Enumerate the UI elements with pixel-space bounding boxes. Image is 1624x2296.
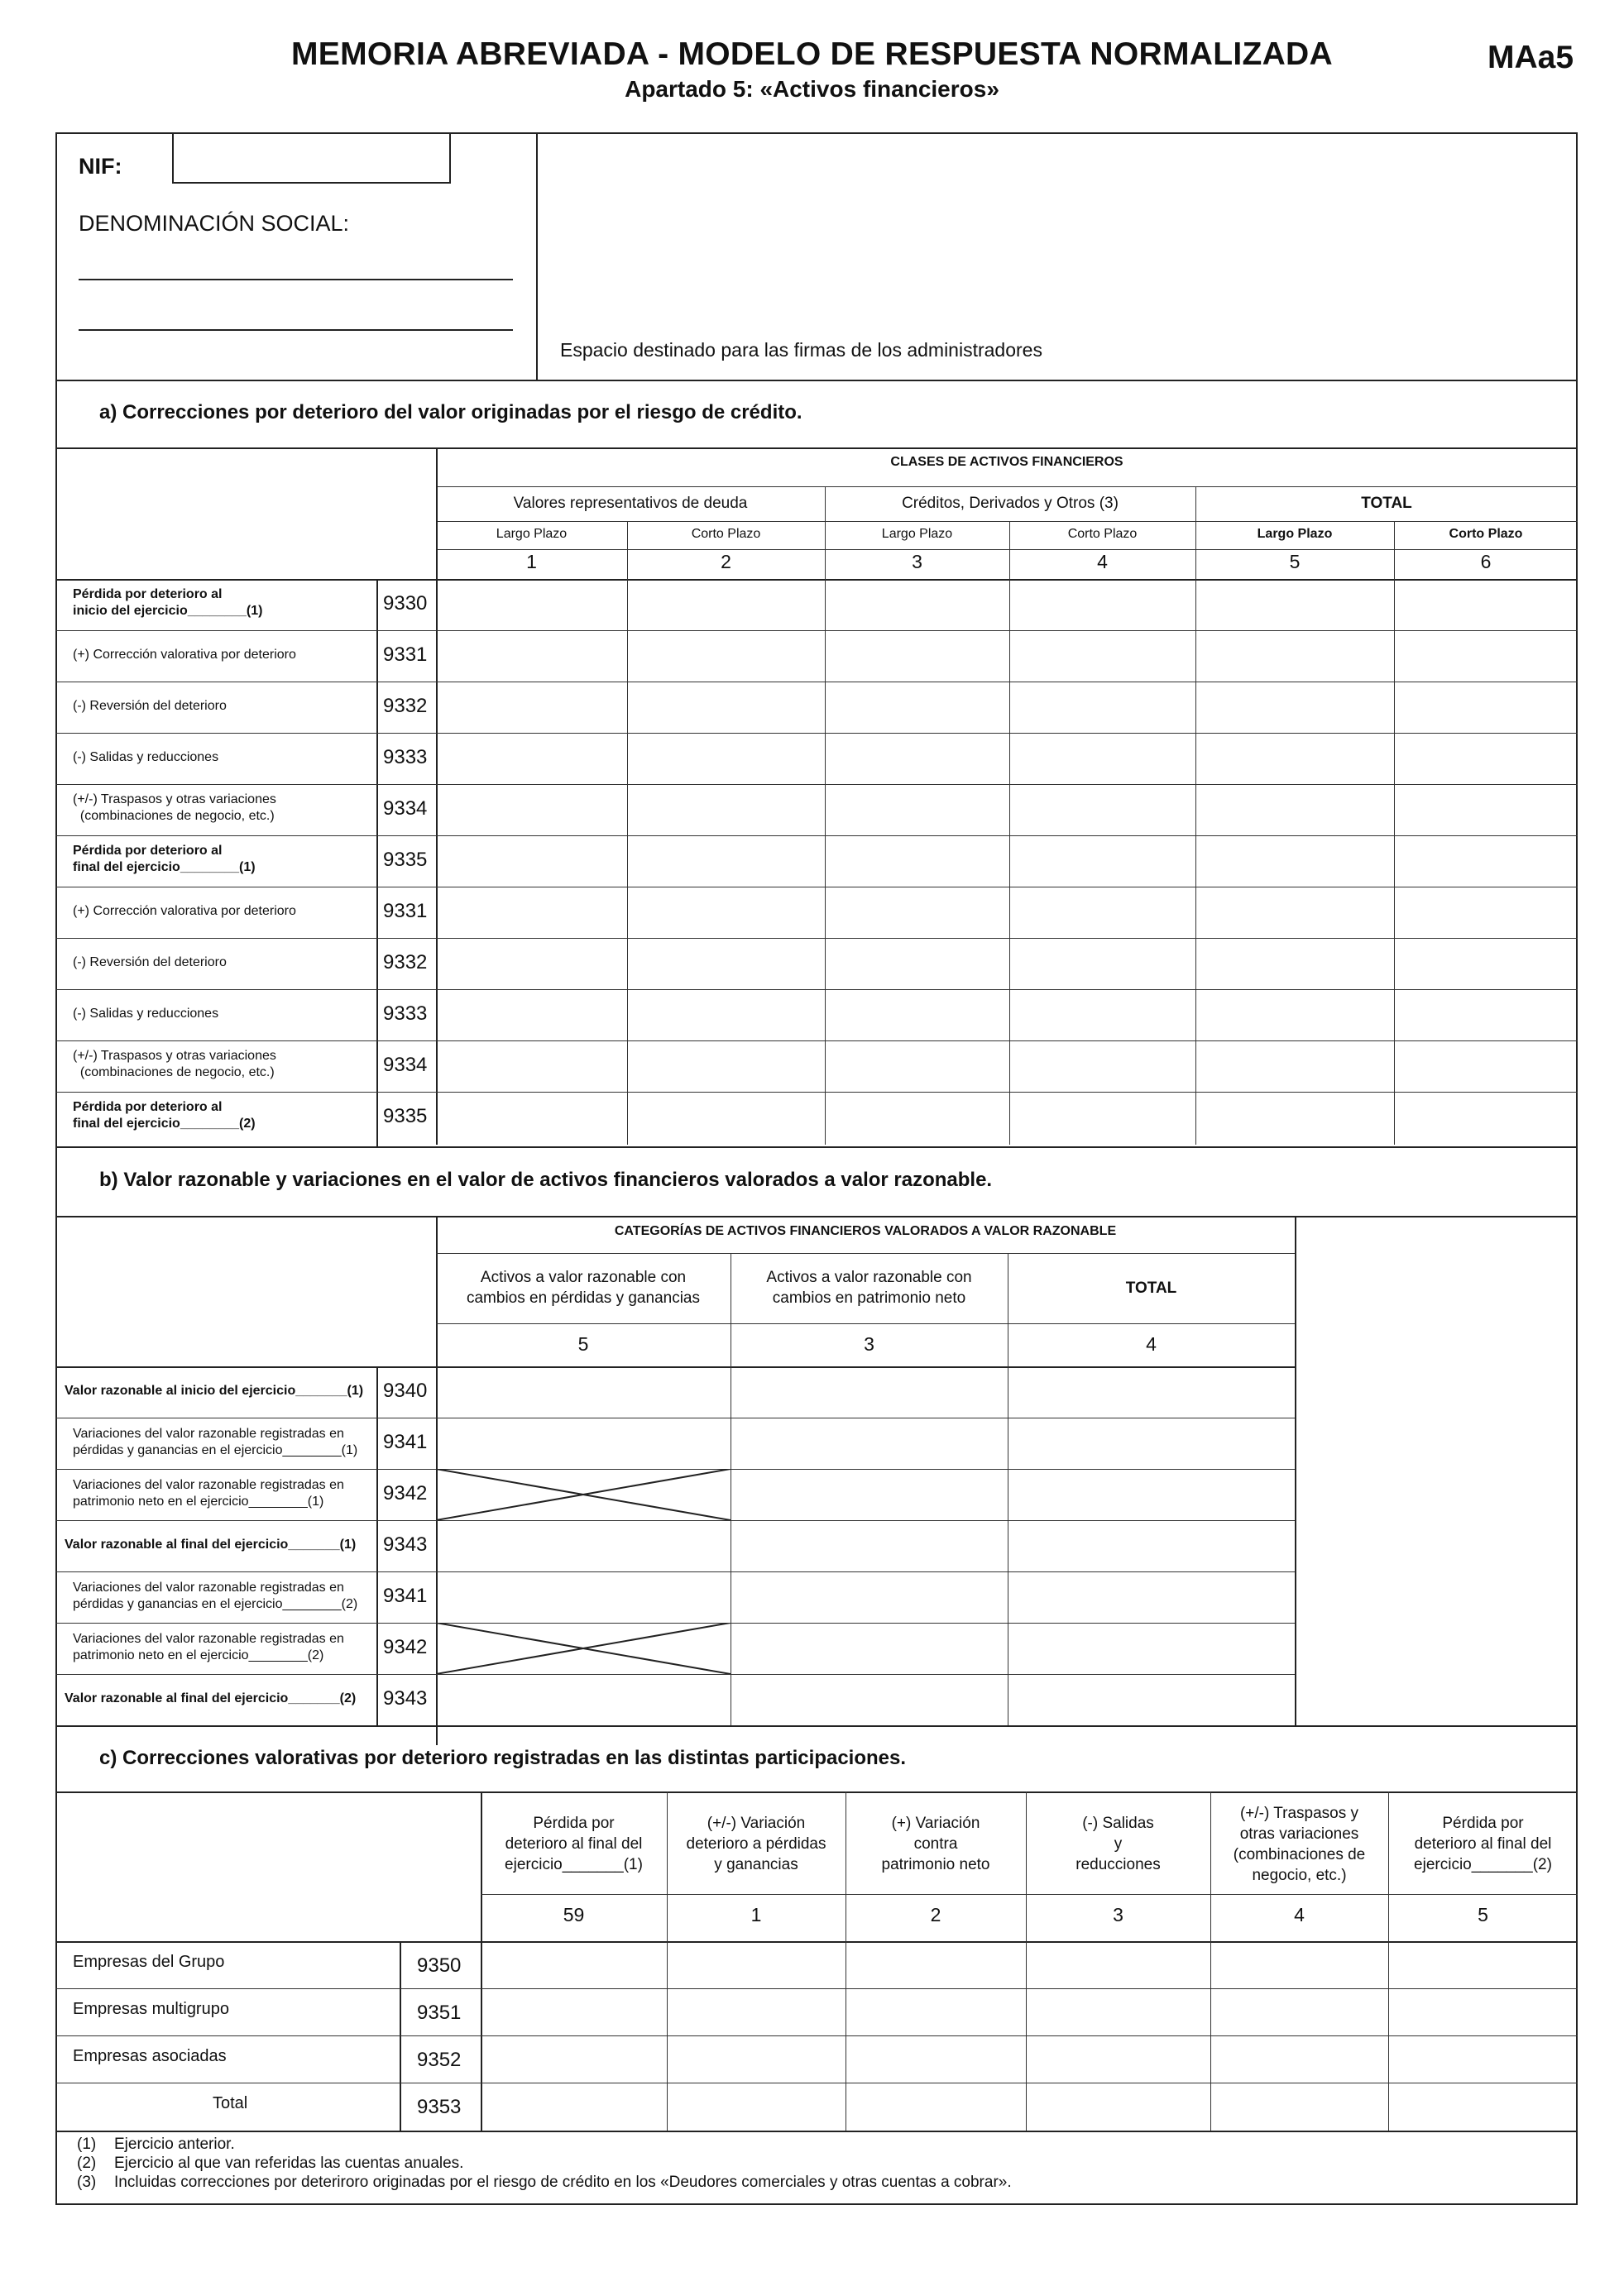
term-header-4: Corto Plazo xyxy=(1067,527,1138,541)
row-code: 9343 xyxy=(383,1687,428,1710)
term-header-1: Largo Plazo xyxy=(496,527,568,541)
col-header-6-line-3: ejercicio_______(2) xyxy=(1414,1856,1552,1873)
row-label xyxy=(73,843,256,876)
grid-line xyxy=(55,1571,1295,1572)
input-cell[interactable] xyxy=(630,787,822,832)
row-label-line-2: final del ejercicio________(1) xyxy=(73,860,256,874)
input-cell[interactable] xyxy=(1013,1095,1192,1140)
input-cell[interactable] xyxy=(734,1626,1004,1671)
col-header-5-line-4: negocio, etc.) xyxy=(1252,1867,1347,1884)
row-label xyxy=(73,698,227,715)
col-header-1-line-1: Pérdida por xyxy=(533,1815,615,1832)
grid-line xyxy=(55,447,1578,449)
col-header-6-line-2: deterioro al final del xyxy=(1414,1835,1552,1853)
input-cell[interactable] xyxy=(630,890,822,935)
input-cell[interactable] xyxy=(630,1044,822,1088)
row-label-line-1: (-) Reversión del deterioro xyxy=(73,699,227,713)
class-header-1: Valores representativos de deuda xyxy=(513,495,748,512)
term-header-2: Corto Plazo xyxy=(691,527,761,541)
crossed-out-cell xyxy=(436,1623,731,1674)
row-label-line-2: (combinaciones de negocio, etc.) xyxy=(73,1065,275,1079)
input-cell[interactable] xyxy=(734,1677,1004,1722)
input-cell[interactable] xyxy=(1013,839,1192,883)
grid-line xyxy=(55,938,1578,939)
input-cell[interactable] xyxy=(828,1044,1006,1088)
row-label: Total xyxy=(213,2094,248,2112)
row-label-line-1: Variaciones del valor razonable registradas en xyxy=(73,1632,344,1646)
grid-line xyxy=(55,1941,1578,1943)
row-code: 9342 xyxy=(383,1482,428,1504)
row-label-line-1: (+) Corrección valorativa por deterioro xyxy=(73,904,296,918)
input-cell[interactable] xyxy=(670,2039,842,2079)
grid-line xyxy=(1009,521,1010,1145)
input-cell[interactable] xyxy=(1199,993,1391,1037)
col-header-2-line-1: Activos a valor razonable con xyxy=(766,1269,972,1286)
term-header-3: Largo Plazo xyxy=(881,527,953,541)
input-cell[interactable] xyxy=(1397,941,1574,986)
input-cell[interactable] xyxy=(1214,2039,1385,2079)
input-cell[interactable] xyxy=(1011,1575,1291,1619)
row-label-line-2: (combinaciones de negocio, etc.) xyxy=(73,809,275,823)
col-number-5: 4 xyxy=(1294,1904,1305,1925)
input-cell[interactable] xyxy=(1199,685,1391,729)
nif-label: NIF: xyxy=(79,154,122,179)
input-cell[interactable] xyxy=(1011,1626,1291,1671)
input-cell[interactable] xyxy=(1013,582,1192,627)
input-cell[interactable] xyxy=(849,1944,1023,1985)
grid-line xyxy=(55,1725,1578,1727)
input-cell[interactable] xyxy=(1011,1421,1291,1466)
row-label-line-1: Valor razonable al final del ejercicio_______(2) xyxy=(65,1691,357,1705)
row-label-line-2: final del ejercicio________(2) xyxy=(73,1117,256,1131)
firmas-label: Espacio destinado para las firmas de los administradores xyxy=(560,339,1042,361)
grid-line xyxy=(1195,549,1196,1145)
input-cell[interactable] xyxy=(734,1421,1004,1466)
input-cell[interactable] xyxy=(1013,993,1192,1037)
input-cell[interactable] xyxy=(439,1370,727,1414)
col-header-3: TOTAL xyxy=(1125,1280,1177,1297)
row-label-line-1: (+/-) Traspasos y otras variaciones xyxy=(73,792,276,806)
row-label-line-1: Valor razonable al final del ejercicio_______(1) xyxy=(65,1538,357,1552)
input-cell[interactable] xyxy=(439,993,624,1037)
row-code: 9341 xyxy=(383,1585,428,1607)
col-number-6: 5 xyxy=(1478,1904,1488,1925)
row-code: 9341 xyxy=(383,1431,428,1453)
grid-line xyxy=(55,1146,1578,1148)
row-label-line-1: Variaciones del valor razonable registradas en xyxy=(73,1581,344,1595)
input-cell[interactable] xyxy=(828,634,1006,678)
col-number-3: 4 xyxy=(1146,1333,1157,1355)
grid-line xyxy=(376,579,378,1146)
row-label: Empresas asociadas xyxy=(73,2047,227,2065)
denominacion-line-1[interactable] xyxy=(79,279,513,280)
row-code: 9343 xyxy=(383,1533,428,1556)
row-label xyxy=(73,792,276,825)
row-label xyxy=(73,586,262,619)
input-cell[interactable] xyxy=(670,1992,842,2032)
input-cell[interactable] xyxy=(828,736,1006,781)
col-header-1-line-2: cambios en pérdidas y ganancias xyxy=(466,1289,700,1307)
row-code: 9333 xyxy=(383,746,428,768)
grid-line xyxy=(55,579,1578,581)
row-label-line-1: Pérdida por deterioro al xyxy=(73,587,223,601)
group-header-clases: CLASES DE ACTIVOS FINANCIEROS xyxy=(890,455,1123,469)
group-header-categorias: CATEGORÍAS DE ACTIVOS FINANCIEROS VALORADOS A VALOR RAZONABLE xyxy=(614,1224,1117,1238)
input-cell[interactable] xyxy=(630,685,822,729)
input-cell[interactable] xyxy=(439,941,624,986)
input-cell[interactable] xyxy=(1029,2086,1207,2126)
input-cell[interactable] xyxy=(734,1472,1004,1517)
input-cell[interactable] xyxy=(828,993,1006,1037)
input-cell[interactable] xyxy=(1013,890,1192,935)
input-cell[interactable] xyxy=(439,1421,727,1466)
input-cell[interactable] xyxy=(1013,941,1192,986)
col-header-3-line-1: (+) Variación xyxy=(891,1815,980,1832)
input-cell[interactable] xyxy=(1392,2039,1574,2079)
grid-line xyxy=(55,2131,1578,2132)
denominacion-line-2[interactable] xyxy=(79,329,513,331)
term-header-6: Corto Plazo xyxy=(1449,527,1523,541)
input-cell[interactable] xyxy=(670,2086,842,2126)
input-cell[interactable] xyxy=(439,1523,727,1568)
col-header-1-line-1: Activos a valor razonable con xyxy=(480,1269,687,1286)
row-label-line-1: Valor razonable al inicio del ejercicio_______(1) xyxy=(65,1384,364,1398)
crossed-out-cell xyxy=(436,1469,731,1520)
row-label xyxy=(73,1477,344,1510)
col-number-1: 1 xyxy=(526,551,537,572)
row-code: 9351 xyxy=(417,2002,462,2024)
row-label xyxy=(73,1006,218,1022)
grid-line xyxy=(1394,521,1395,1145)
row-label-line-1: (+/-) Traspasos y otras variaciones xyxy=(73,1049,276,1063)
row-label xyxy=(73,903,296,920)
row-label xyxy=(73,1099,256,1132)
col-number-3: 2 xyxy=(930,1904,941,1925)
col-number-2: 3 xyxy=(864,1333,874,1355)
input-cell[interactable] xyxy=(630,1095,822,1140)
input-cell[interactable] xyxy=(1199,582,1391,627)
input-cell[interactable] xyxy=(1199,634,1391,678)
input-cell[interactable] xyxy=(1011,1370,1291,1414)
col-number-5: 5 xyxy=(1289,551,1301,572)
col-header-1-line-2: deterioro al final del xyxy=(505,1835,643,1853)
grid-line xyxy=(436,1323,1295,1324)
col-header-4-line-1: (-) Salidas xyxy=(1082,1815,1154,1832)
input-cell[interactable] xyxy=(439,1575,727,1619)
input-cell[interactable] xyxy=(1013,736,1192,781)
input-cell[interactable] xyxy=(734,1370,1004,1414)
input-cell[interactable] xyxy=(1397,839,1574,883)
grid-line xyxy=(55,1791,1578,1793)
row-label-line-2: patrimonio neto en el ejercicio________(2) xyxy=(73,1648,324,1662)
input-cell[interactable] xyxy=(484,1992,663,2032)
input-cell[interactable] xyxy=(828,1095,1006,1140)
row-label-line-1: (-) Salidas y reducciones xyxy=(73,1007,219,1021)
row-label xyxy=(65,1383,363,1399)
input-cell[interactable] xyxy=(1397,890,1574,935)
page-title: MEMORIA ABREVIADA - MODELO DE RESPUESTA NORMALIZADA xyxy=(291,36,1333,72)
col-number-2: 2 xyxy=(721,551,731,572)
section-a-title: a) Correcciones por deterioro del valor originadas por el riesgo de crédito. xyxy=(99,401,802,423)
input-cell[interactable] xyxy=(439,890,624,935)
grid-line xyxy=(55,1040,1578,1041)
input-cell[interactable] xyxy=(849,2039,1023,2079)
section-b-title: b) Valor razonable y variaciones en el valor de activos financieros valorados a valor razonable. xyxy=(99,1169,993,1191)
grid-line xyxy=(55,1674,1295,1675)
input-cell[interactable] xyxy=(828,890,1006,935)
input-cell[interactable] xyxy=(1199,787,1391,832)
input-cell[interactable] xyxy=(1013,787,1192,832)
input-cell[interactable] xyxy=(1013,1044,1192,1088)
col-number-3: 3 xyxy=(912,551,922,572)
section-c-title: c) Correcciones valorativas por deterioro registradas en las distintas participaciones. xyxy=(99,1747,907,1769)
row-code: 9340 xyxy=(383,1380,428,1402)
row-code: 9352 xyxy=(417,2049,462,2071)
row-code: 9332 xyxy=(383,951,428,973)
row-label: Empresas del Grupo xyxy=(73,1953,225,1971)
grid-line xyxy=(627,521,628,1145)
input-cell[interactable] xyxy=(1397,1095,1574,1140)
input-cell[interactable] xyxy=(849,2086,1023,2126)
col-number-2: 1 xyxy=(750,1904,762,1925)
input-cell[interactable] xyxy=(828,941,1006,986)
col-number-4: 4 xyxy=(1097,551,1108,572)
row-code: 9334 xyxy=(383,1054,428,1076)
grid-line xyxy=(436,1253,1295,1254)
grid-line xyxy=(436,486,1578,487)
class-header-2: Créditos, Derivados y Otros (3) xyxy=(902,495,1119,512)
input-cell[interactable] xyxy=(1199,1095,1391,1140)
input-cell[interactable] xyxy=(849,1992,1023,2032)
input-cell[interactable] xyxy=(630,941,822,986)
input-cell[interactable] xyxy=(630,993,822,1037)
input-cell[interactable] xyxy=(1199,736,1391,781)
input-cell[interactable] xyxy=(439,1677,727,1722)
row-code: 9350 xyxy=(417,1954,462,1977)
input-cell[interactable] xyxy=(630,582,822,627)
input-cell[interactable] xyxy=(1397,736,1574,781)
input-cell[interactable] xyxy=(828,582,1006,627)
input-cell[interactable] xyxy=(484,2039,663,2079)
col-header-2-line-2: cambios en patrimonio neto xyxy=(772,1289,966,1307)
input-cell[interactable] xyxy=(439,634,624,678)
row-label xyxy=(73,1426,357,1459)
grid-line xyxy=(55,1216,1578,1217)
input-cell[interactable] xyxy=(1199,839,1391,883)
col-number-6: 6 xyxy=(1480,551,1492,572)
input-cell[interactable] xyxy=(484,2086,663,2126)
row-label-line-1: (-) Reversión del deterioro xyxy=(73,955,227,969)
footnote-text: Ejercicio anterior. xyxy=(114,2136,235,2153)
col-header-2-line-2: deterioro a pérdidas xyxy=(686,1835,826,1853)
col-header-4-line-2: y xyxy=(1114,1835,1123,1853)
input-cell[interactable] xyxy=(1011,1677,1291,1722)
input-cell[interactable] xyxy=(1392,1992,1574,2032)
input-cell[interactable] xyxy=(484,1944,663,1985)
grid-line xyxy=(55,630,1578,631)
row-label-line-2: patrimonio neto en el ejercicio________(1) xyxy=(73,1495,324,1509)
grid-line xyxy=(55,1988,1578,1989)
grid-line xyxy=(55,2035,1578,2036)
row-label-line-1: (+) Corrección valorativa por deterioro xyxy=(73,648,296,662)
col-number-1: 5 xyxy=(577,1333,589,1355)
input-cell[interactable] xyxy=(1011,1523,1291,1568)
grid-line xyxy=(55,1520,1295,1521)
row-label xyxy=(73,749,218,766)
row-label-line-1: (-) Salidas y reducciones xyxy=(73,750,219,764)
id-divider xyxy=(536,132,538,380)
col-header-4-line-3: reducciones xyxy=(1075,1856,1161,1873)
row-label: Empresas multigrupo xyxy=(73,2000,229,2018)
row-code: 9330 xyxy=(383,592,428,615)
grid-line xyxy=(436,521,1578,522)
row-code: 9331 xyxy=(383,900,428,922)
input-cell[interactable] xyxy=(1199,1044,1391,1088)
input-cell[interactable] xyxy=(1397,582,1574,627)
footnote-number: (3) xyxy=(77,2174,97,2191)
input-cell[interactable] xyxy=(1214,1944,1385,1985)
input-cell[interactable] xyxy=(1029,1992,1207,2032)
row-label xyxy=(65,1537,356,1553)
form-code: MAa5 xyxy=(1487,40,1574,75)
input-cell[interactable] xyxy=(1397,787,1574,832)
row-label-line-1: Variaciones del valor razonable registradas en xyxy=(73,1427,344,1441)
input-cell[interactable] xyxy=(630,634,822,678)
input-cell[interactable] xyxy=(1392,1944,1574,1985)
input-cell[interactable] xyxy=(1214,2086,1385,2126)
input-cell[interactable] xyxy=(1013,685,1192,729)
row-label-line-1: Variaciones del valor razonable registradas en xyxy=(73,1478,344,1492)
grid-line xyxy=(55,1092,1578,1093)
row-code: 9335 xyxy=(383,1105,428,1127)
col-header-3-line-3: patrimonio neto xyxy=(881,1856,990,1873)
grid-line xyxy=(825,549,826,1145)
col-header-5-line-1: (+/-) Traspasos y xyxy=(1239,1805,1359,1822)
input-cell[interactable] xyxy=(439,736,624,781)
col-header-2-line-3: y ganancias xyxy=(714,1856,798,1873)
input-cell[interactable] xyxy=(1397,685,1574,729)
row-label xyxy=(73,1631,344,1664)
col-header-1-line-3: ejercicio_______(1) xyxy=(505,1856,643,1873)
grid-line xyxy=(55,1366,1295,1368)
input-cell[interactable] xyxy=(630,736,822,781)
grid-line xyxy=(376,1366,378,1725)
input-cell[interactable] xyxy=(1011,1472,1291,1517)
grid-line xyxy=(55,784,1578,785)
input-cell[interactable] xyxy=(1392,2086,1574,2126)
row-label-line-1: Pérdida por deterioro al xyxy=(73,1100,223,1114)
input-cell[interactable] xyxy=(439,787,624,832)
input-cell[interactable] xyxy=(828,685,1006,729)
input-cell[interactable] xyxy=(670,1944,842,1985)
row-label xyxy=(73,1580,357,1613)
input-cell[interactable] xyxy=(439,839,624,883)
input-cell[interactable] xyxy=(1214,1992,1385,2032)
input-cell[interactable] xyxy=(734,1523,1004,1568)
grid-line xyxy=(1295,1216,1296,1727)
input-cell[interactable] xyxy=(734,1575,1004,1619)
page-subtitle: Apartado 5: «Activos financieros» xyxy=(625,76,999,102)
footnote-text: Ejercicio al que van referidas las cuentas anuales. xyxy=(114,2155,464,2172)
input-cell[interactable] xyxy=(828,787,1006,832)
footnote-text: Incluidas correcciones por deteriroro originadas por el riesgo de crédito en los «Deudores comerciales y otras cuentas a cobrar». xyxy=(114,2174,1012,2191)
footnote-number: (1) xyxy=(77,2136,97,2153)
row-label xyxy=(65,1691,356,1707)
col-number-4: 3 xyxy=(1113,1904,1123,1925)
row-code: 9333 xyxy=(383,1002,428,1025)
grid-line xyxy=(481,1894,1578,1895)
col-header-5-line-3: (combinaciones de xyxy=(1233,1846,1366,1863)
grid-line xyxy=(55,835,1578,836)
nif-input[interactable] xyxy=(172,132,451,184)
input-cell[interactable] xyxy=(1397,1044,1574,1088)
row-code: 9334 xyxy=(383,797,428,820)
id-bottom-border xyxy=(55,380,1578,381)
row-label xyxy=(73,1048,276,1081)
col-header-5-line-2: otras variaciones xyxy=(1239,1825,1359,1843)
row-code: 9331 xyxy=(383,643,428,666)
col-header-2-line-1: (+/-) Variación xyxy=(707,1815,806,1832)
row-label-line-2: pérdidas y ganancias en el ejercicio________(1) xyxy=(73,1443,358,1457)
grid-line xyxy=(55,733,1578,734)
row-label-line-2: pérdidas y ganancias en el ejercicio________(2) xyxy=(73,1597,358,1611)
row-code: 9353 xyxy=(417,2096,462,2118)
input-cell[interactable] xyxy=(1029,2039,1207,2079)
input-cell[interactable] xyxy=(439,582,624,627)
row-label-line-2: inicio del ejercicio________(1) xyxy=(73,604,263,618)
term-header-5: Largo Plazo xyxy=(1257,527,1333,541)
input-cell[interactable] xyxy=(828,839,1006,883)
row-code: 9342 xyxy=(383,1636,428,1658)
input-cell[interactable] xyxy=(1397,993,1574,1037)
grid-line xyxy=(55,989,1578,990)
col-header-6-line-1: Pérdida por xyxy=(1442,1815,1524,1832)
input-cell[interactable] xyxy=(1199,941,1391,986)
row-code: 9332 xyxy=(383,695,428,717)
input-cell[interactable] xyxy=(439,1095,624,1140)
denominacion-label: DENOMINACIÓN SOCIAL: xyxy=(79,211,350,236)
input-cell[interactable] xyxy=(1029,1944,1207,1985)
input-cell[interactable] xyxy=(630,839,822,883)
input-cell[interactable] xyxy=(1013,634,1192,678)
class-header-3: TOTAL xyxy=(1361,495,1412,512)
row-label xyxy=(73,647,296,663)
input-cell[interactable] xyxy=(439,1044,624,1088)
input-cell[interactable] xyxy=(439,685,624,729)
footnote-number: (2) xyxy=(77,2155,97,2172)
input-cell[interactable] xyxy=(1199,890,1391,935)
input-cell[interactable] xyxy=(1397,634,1574,678)
row-label-line-1: Pérdida por deterioro al xyxy=(73,844,223,858)
col-number-1: 59 xyxy=(563,1904,585,1925)
col-header-3-line-2: contra xyxy=(913,1835,958,1853)
row-code: 9335 xyxy=(383,849,428,871)
row-label xyxy=(73,954,227,971)
grid-line xyxy=(436,549,1578,550)
